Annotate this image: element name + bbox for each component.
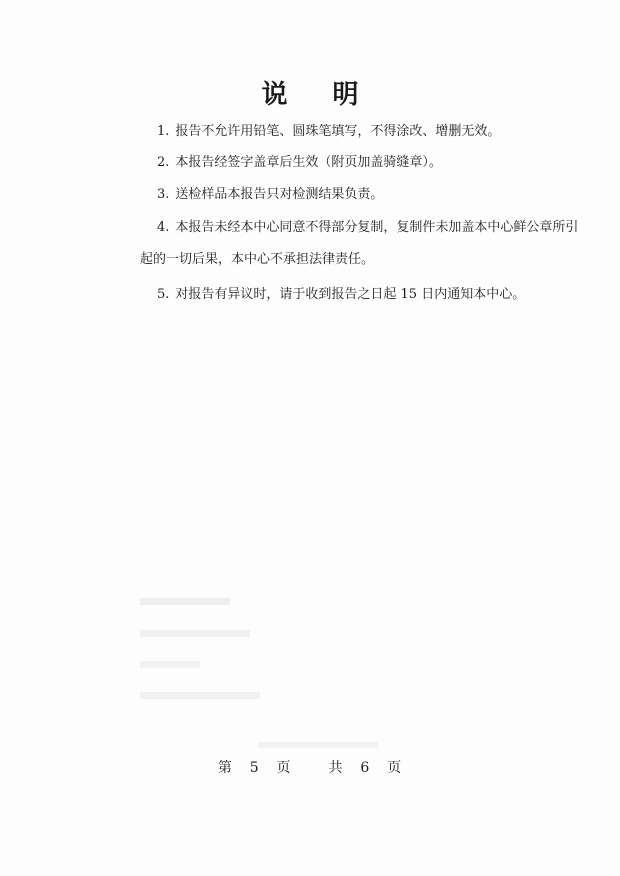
page-footer xyxy=(0,757,620,777)
note-item-4-continuation: 起的一切后果，本中心不承担法律责任。 xyxy=(140,252,375,267)
page-current: 5 xyxy=(249,760,260,776)
note-text: 报告不允许用铅笔、圆珠笔填写，不得涂改、增删无效。 xyxy=(175,124,501,139)
show-through-line xyxy=(258,742,378,748)
note-number: 1. xyxy=(157,124,170,139)
page-prefix: 第 xyxy=(217,760,233,776)
note-number: 5. xyxy=(157,287,170,302)
note-number: 4. xyxy=(157,220,170,235)
page-title: 说 明 xyxy=(261,80,377,110)
note-item-4 xyxy=(157,216,578,235)
page-unit: 页 xyxy=(276,760,292,776)
show-through-line xyxy=(140,630,250,637)
note-number: 3. xyxy=(157,187,170,202)
note-text: 本报告经签字盖章后生效（附页加盖骑缝章）。 xyxy=(175,155,442,170)
note-number: 2. xyxy=(157,155,170,170)
note-item-1 xyxy=(157,120,500,139)
show-through-line xyxy=(140,692,260,699)
total-unit: 页 xyxy=(387,760,403,776)
note-text: 送检样品本报告只对检测结果负责。 xyxy=(175,187,384,202)
show-through-line xyxy=(140,598,230,605)
show-through-line xyxy=(140,661,200,668)
note-item-3 xyxy=(157,183,383,202)
note-item-2 xyxy=(157,151,442,170)
total-prefix: 共 xyxy=(328,760,344,776)
note-item-5 xyxy=(157,283,525,302)
note-text: 对报告有异议时，请于收到报告之日起 15 日内通知本中心。 xyxy=(175,287,526,302)
note-text: 本报告未经本中心同意不得部分复制，复制件未加盖本中心鲜公章所引 xyxy=(175,220,579,235)
page-total: 6 xyxy=(360,760,371,776)
